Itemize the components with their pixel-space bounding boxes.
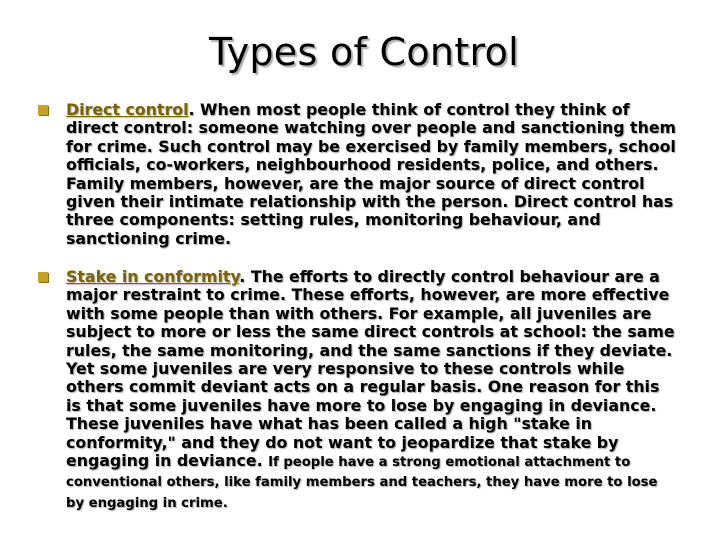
- square-bullet-icon: [38, 272, 48, 282]
- bullet-body: The efforts to directly control behaviour are a major restraint to crime. These efforts, however, are more effective with some people than with others. For example, all juveniles are subject to more or less the same direct controls at school: the same rules, the same monitoring, and the same sanctions if they deviate. Yet some juveniles are very responsive to these controls while others commit deviant acts on a regular basis. One reason for this is that some juveniles have more to lose by engaging in deviance. These juveniles have what has been called a high "stake in conformity," and they do not want to jeopardize that stake by engaging in deviance.: [66, 267, 675, 471]
- bullet-text: [66, 101, 678, 248]
- term-separator: .: [239, 267, 251, 286]
- term-separator: .: [188, 100, 201, 119]
- slide-title: Types of Control: [208, 30, 520, 74]
- square-bullet-icon: [38, 105, 48, 115]
- term-stake-in-conformity: Stake in conformity: [66, 267, 240, 286]
- bullet-body: When most people think of control they think of direct control: someone watching over people and sanctioning them for crime. Such control may be exercised by family members, school officials, co-workers, neighbourhood residents, police, and others. Family members, however, are the major source of direct control given their intimate relationship with the person. Direct control has three components: setting rules, monitoring behaviour, and sanctioning crime.: [66, 100, 677, 248]
- bullet-body-small: If people have a strong emotional attachment to conventional others, like family members and teachers, they have more to lose by engaging in crime.: [66, 455, 658, 511]
- bullet-text: [66, 268, 678, 513]
- term-direct-control: Direct control: [66, 100, 189, 119]
